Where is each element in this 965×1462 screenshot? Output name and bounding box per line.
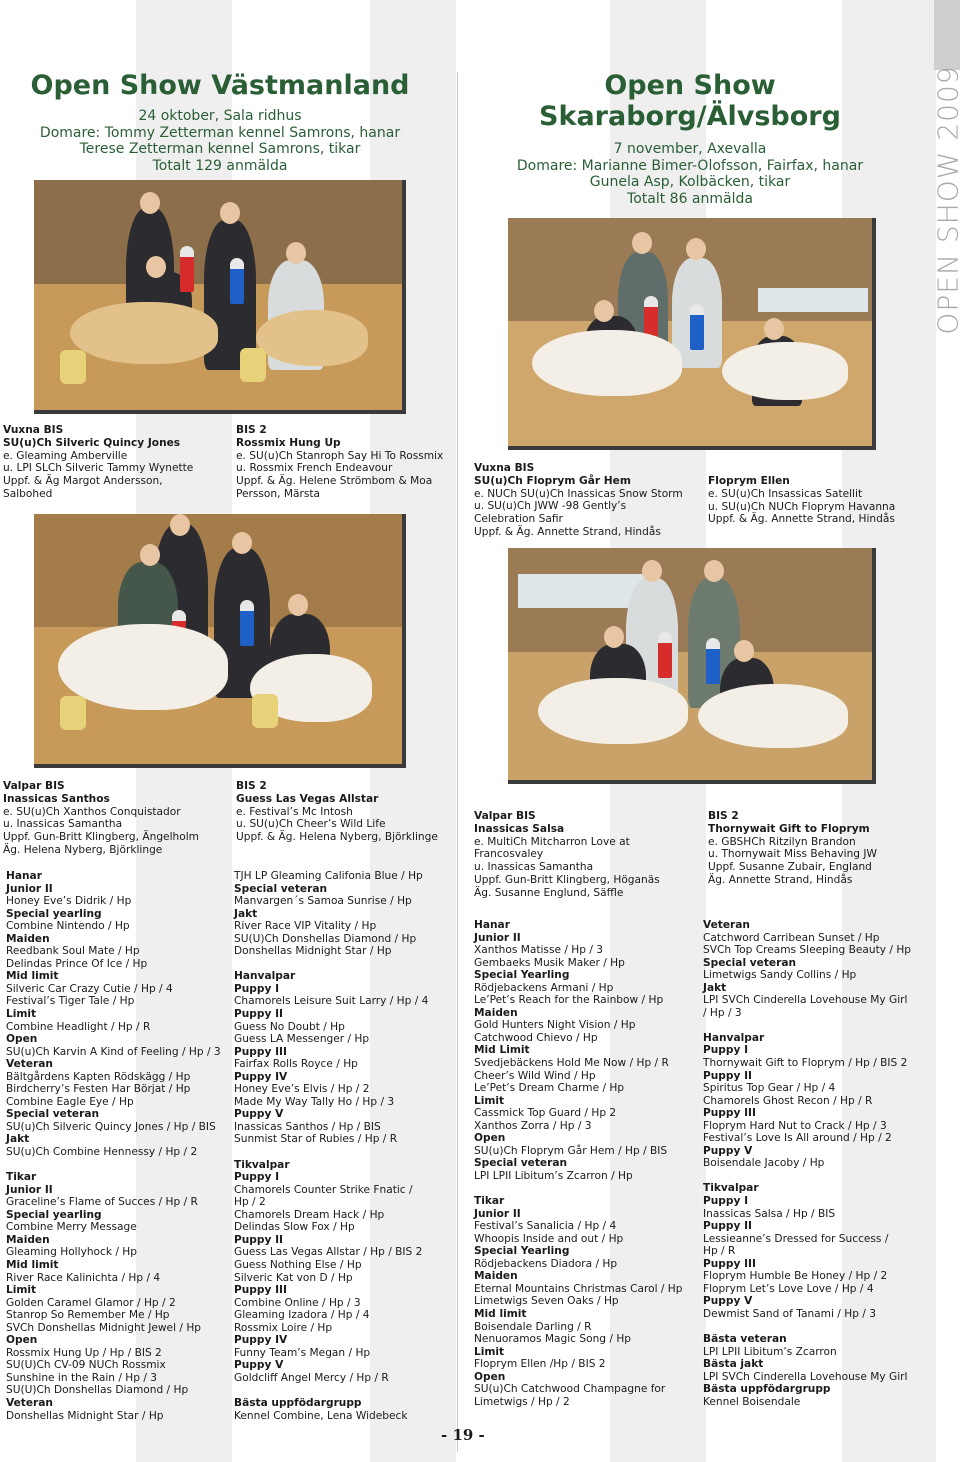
result-entry: Le’Pet’s Reach for the Rainbow / Hp: [474, 994, 664, 1007]
left-subtitle-total: Totalt 129 anmälda: [152, 157, 288, 174]
spacer: [703, 1170, 911, 1183]
caption-left-vuxna-bis: [3, 424, 193, 501]
caption-dam: u. Rossmix French Endeavour: [236, 462, 393, 475]
right-title-line1: Open Show: [604, 70, 776, 101]
results-left-column2: [234, 870, 428, 1422]
caption-heading: BIS 2: [708, 810, 739, 822]
class-heading: Puppy IV: [234, 1070, 288, 1083]
photo-skaraborg-adults: [508, 218, 876, 450]
caption-dog-name: Rossmix Hung Up: [236, 436, 341, 449]
left-subtitle-judge-males: Domare: Tommy Zetterman kennel Samrons, hanar: [39, 124, 401, 141]
class-heading: Puppy V: [234, 1108, 284, 1121]
caption-dog-name: Inassicas Santhos: [3, 792, 110, 805]
caption-heading: Vuxna BIS: [3, 424, 64, 436]
result-entry: Rossmix Loire / Hp: [234, 1321, 333, 1334]
class-heading: Tikar: [474, 1195, 505, 1208]
caption-breeder: Uppf. & Äg Margot Andersson,: [3, 475, 163, 488]
class-heading: Limit: [474, 1094, 505, 1107]
caption-location: Persson, Märsta: [236, 487, 321, 500]
result-entry: Kennel Boisendale: [703, 1395, 801, 1408]
left-title: Open Show Västmanland: [30, 70, 410, 101]
result-entry: Floprym Let’s Love Love / Hp / 4: [703, 1282, 874, 1295]
caption-dam: u. Inassicas Samantha: [474, 861, 594, 874]
class-heading: Puppy III: [234, 1045, 287, 1058]
results-left-column1: [6, 870, 221, 1422]
photo-vastmanland-puppies: [34, 514, 406, 768]
result-entry: Goldcliff Angel Mercy / Hp / R: [234, 1371, 389, 1384]
result-entry: SU(u)Ch Catchwood Champagne for: [474, 1383, 666, 1396]
result-entry: Festival’s Sanalicia / Hp / 4: [474, 1220, 617, 1233]
result-entry: Chamorels Leisure Suit Larry / Hp / 4: [234, 995, 429, 1008]
photo-skaraborg-puppies: [508, 548, 876, 784]
result-entry: Dewmist Sand of Tanami / Hp / 3: [703, 1307, 876, 1320]
class-heading: Puppy V: [703, 1295, 753, 1308]
left-subtitle-date: 24 oktober, Sala ridhus: [138, 108, 302, 124]
class-heading: Jakt: [234, 907, 258, 920]
result-entry: Limetwigs Seven Oaks / Hp: [474, 1295, 619, 1308]
result-entry: Spiritus Top Gear / Hp / 4: [703, 1082, 836, 1095]
caption-dam: u. SU(u)Ch Cheer’s Wild Life: [236, 818, 386, 831]
left-subtitle: [20, 108, 420, 174]
result-entry: Chamorels Counter Strike Fnatic /: [234, 1183, 413, 1196]
result-entry: Hp / R: [703, 1245, 736, 1258]
result-entry: Hp / 2: [234, 1196, 266, 1209]
result-entry: Sunmist Star of Rubies / Hp / R: [234, 1133, 398, 1146]
result-entry: LPI SVCh Cinderella Lovehouse My Girl: [703, 994, 908, 1007]
class-heading: Special yearling: [6, 907, 102, 920]
result-entry: Gleaming Izadora / Hp / 4: [234, 1309, 370, 1322]
result-entry: Guess Nothing Else / Hp: [234, 1258, 362, 1271]
photo-vastmanland-adults: [34, 180, 406, 414]
caption-heading: BIS 2: [236, 780, 267, 792]
right-subtitle-judge-females: Gunela Asp, Kolbäcken, tikar: [589, 174, 791, 190]
class-heading: Special Yearling: [474, 1245, 570, 1258]
result-entry: Festival’s Tiger Tale / Hp: [6, 995, 135, 1008]
caption-dam: u. Thornywait Miss Behaving JW: [708, 848, 877, 861]
result-entry: Limetwigs Sandy Collins / Hp: [703, 969, 857, 982]
result-entry: Combine Eagle Eye / Hp: [6, 1095, 134, 1108]
caption-sire: e. MultiCh Mitcharron Love at: [474, 835, 630, 848]
result-entry: Svedjebäckens Hold Me Now / Hp / R: [474, 1057, 669, 1070]
result-entry: SU(U)Ch Donshellas Diamond / Hp: [234, 932, 417, 945]
class-heading: Tikvalpar: [703, 1182, 759, 1195]
result-entry: LPI SVCh Cinderella Lovehouse My Girl: [703, 1370, 908, 1383]
result-entry: Gold Hunters Night Vision / Hp: [474, 1019, 636, 1032]
result-entry: Delindas Slow Fox / Hp: [234, 1221, 355, 1234]
class-heading: Junior II: [474, 931, 521, 944]
spacer: [474, 1182, 683, 1195]
page-number: - 19 -: [441, 1426, 485, 1444]
result-entry: Honey Eve’s Elvis / Hp / 2: [234, 1083, 370, 1096]
class-heading: Hanar: [474, 919, 510, 931]
caption-dog-name: Guess Las Vegas Allstar: [236, 792, 379, 805]
class-heading: Puppy I: [234, 1171, 280, 1184]
side-label: OPEN SHOW 2009: [931, 65, 965, 335]
caption-breeder: Uppf. Gun-Britt Klingberg, Höganäs: [474, 873, 660, 886]
class-heading: Limit: [6, 1284, 37, 1297]
result-entry: Floprym Hard Nut to Crack / Hp / 3: [703, 1119, 887, 1132]
class-heading: Special Yearling: [474, 969, 570, 982]
result-entry: SVCh Donshellas Midnight Jewel / Hp: [6, 1321, 202, 1334]
result-entry: Donshellas Midnight Star / Hp: [6, 1409, 164, 1422]
class-heading: Puppy III: [703, 1257, 756, 1270]
result-entry: Floprym Ellen /Hp / BIS 2: [474, 1358, 606, 1371]
caption-sire: e. SU(u)Ch Xanthos Conquistador: [3, 805, 181, 818]
result-entry: Lessieanne’s Dressed for Success /: [703, 1232, 889, 1245]
caption-dog-name: SU(u)Ch Silveric Quincy Jones: [3, 436, 181, 449]
caption-right-valpar-bis: [474, 810, 660, 900]
caption-breeder: Uppf. Gun-Britt Klingberg, Ängelholm: [3, 831, 199, 844]
spacer: [234, 1146, 428, 1159]
caption-dam: u. SU(u)Ch NUCh Floprym Havanna: [708, 500, 896, 513]
class-heading: Puppy V: [234, 1359, 284, 1372]
results-right-column2: [703, 919, 911, 1408]
result-entry: SU(U)Ch CV-09 NUCh Rossmix: [6, 1359, 166, 1372]
class-heading: Special veteran: [234, 882, 328, 895]
caption-sire-cont: Francosvaley: [474, 848, 544, 861]
result-entry: Xanthos Matisse / Hp / 3: [474, 944, 604, 957]
class-heading: Veteran: [6, 1058, 53, 1071]
result-entry: Kennel Combine, Lena Widebeck: [234, 1409, 408, 1422]
spacer: [6, 1159, 221, 1172]
class-heading: Limit: [474, 1345, 505, 1358]
result-entry: / Hp / 3: [703, 1006, 742, 1019]
class-heading: Mid limit: [6, 970, 59, 983]
class-heading: Jakt: [703, 981, 727, 994]
caption-sire: e. SU(u)Ch Stanroph Say Hi To Rossmix: [236, 449, 444, 462]
caption-sire: e. NUCh SU(u)Ch Inassicas Snow Storm: [474, 487, 683, 500]
caption-location: Salbohed: [3, 487, 53, 500]
caption-left-valpar-bis: [3, 780, 199, 857]
class-heading: Tikvalpar: [234, 1158, 290, 1171]
class-heading: Bästa uppfödargrupp: [234, 1396, 362, 1409]
left-subtitle-judge-females: Terese Zetterman kennel Samrons, tikar: [79, 141, 361, 157]
class-heading: Bästa jakt: [703, 1358, 764, 1371]
result-entry: Golden Caramel Glamor / Hp / 2: [6, 1296, 176, 1309]
result-entry: Silveric Kat von D / Hp: [234, 1271, 353, 1284]
result-entry: Festival’s Love Is All around / Hp / 2: [703, 1132, 892, 1145]
class-heading: Hanar: [6, 870, 42, 882]
caption-owner: Äg. Annette Strand, Hindås: [708, 873, 853, 886]
caption-heading: Valpar BIS: [3, 780, 65, 792]
class-heading: Open: [474, 1132, 506, 1145]
caption-dog-name: Floprym Ellen: [708, 475, 790, 487]
result-entry: Graceline’s Flame of Succes / Hp / R: [6, 1196, 198, 1209]
class-heading: Jakt: [6, 1133, 30, 1146]
class-heading: Mid limit: [474, 1307, 527, 1320]
caption-breeder: Uppf. & Äg. Annette Strand, Hindås: [708, 513, 895, 526]
result-entry: Xanthos Zorra / Hp / 3: [474, 1119, 592, 1132]
caption-breeder: Uppf. Susanne Zubair, England: [708, 861, 872, 874]
result-entry: SVCh Top Creams Sleeping Beauty / Hp: [703, 944, 912, 957]
result-entry: Fairfax Rolls Royce / Hp: [234, 1058, 358, 1071]
result-entry: Gembaeks Musik Maker / Hp: [474, 956, 625, 969]
class-heading: Puppy III: [234, 1284, 287, 1297]
result-entry: Guess No Doubt / Hp: [234, 1020, 345, 1033]
class-heading: Puppy III: [703, 1107, 756, 1120]
result-entry: Floprym Humble Be Honey / Hp / 2: [703, 1270, 888, 1283]
result-entry: Donshellas Midnight Star / Hp: [234, 945, 392, 958]
spacer: [703, 1321, 911, 1334]
class-heading: Puppy IV: [234, 1334, 288, 1347]
class-heading: Open: [474, 1370, 506, 1383]
column-divider: [457, 72, 458, 1452]
result-entry: Eternal Mountains Christmas Carol / Hp: [474, 1282, 683, 1295]
result-entry: Nenuoramos Magic Song / Hp: [474, 1333, 632, 1346]
class-heading: Limit: [6, 1008, 37, 1021]
class-heading: Maiden: [6, 1233, 50, 1246]
class-heading: Tikar: [6, 1171, 37, 1184]
caption-right-vuxna-bis: [474, 462, 683, 539]
result-entry: Delindas Prince Of Ice / Hp: [6, 957, 148, 970]
caption-left-bis2: [236, 424, 443, 501]
result-entry: Reedbank Soul Mate / Hp: [6, 945, 140, 958]
class-heading: Maiden: [474, 1006, 518, 1019]
result-entry: Bältgårdens Kapten Rödskägg / Hp: [6, 1070, 191, 1083]
class-heading: Open: [6, 1033, 38, 1046]
result-entry: Guess LA Messenger / Hp: [234, 1033, 370, 1046]
result-entry: Manvargen´s Samoa Sunrise / Hp: [234, 895, 412, 908]
class-heading: Hanvalpar: [703, 1031, 765, 1044]
result-entry: Rödjebackens Armani / Hp: [474, 981, 614, 994]
result-entry: River Race Kalinichta / Hp / 4: [6, 1271, 161, 1284]
result-entry: LPI LPII Libitum’s Zcarron: [703, 1345, 837, 1358]
caption-right-bis2-valp: [708, 810, 877, 887]
right-title: [490, 70, 890, 132]
result-entry: Inassicas Santhos / Hp / BIS: [234, 1120, 381, 1133]
caption-dam: u. SU(u)Ch JWW -98 Gently’s: [474, 500, 627, 513]
result-entry: Combine Nintendo / Hp: [6, 920, 130, 933]
result-entry: Limetwigs / Hp / 2: [474, 1395, 570, 1408]
class-heading: Puppy I: [703, 1195, 749, 1208]
class-heading: Hanvalpar: [234, 970, 296, 983]
class-heading: Special veteran: [6, 1108, 100, 1121]
caption-sire: e. SU(u)Ch Insassicas Satellit: [708, 487, 863, 500]
caption-dam: u. LPI SLCh Silveric Tammy Wynette: [3, 462, 194, 475]
right-subtitle: [470, 141, 910, 207]
result-entry: Rödjebackens Diadora / Hp: [474, 1257, 618, 1270]
right-subtitle-total: Totalt 86 anmälda: [627, 190, 753, 207]
class-heading: Puppy II: [703, 1220, 752, 1233]
result-entry: Stanrop So Remember Me / Hp: [6, 1309, 170, 1322]
caption-heading: Valpar BIS: [474, 810, 536, 822]
right-subtitle-date: 7 november, Axevalla: [613, 141, 767, 157]
class-heading: Puppy I: [703, 1044, 749, 1057]
class-heading: Junior II: [474, 1207, 521, 1220]
class-heading: Puppy V: [703, 1144, 753, 1157]
class-heading: Special veteran: [474, 1157, 568, 1170]
class-heading: Puppy I: [234, 982, 280, 995]
result-entry: SU(u)Ch Combine Hennessy / Hp / 2: [6, 1146, 198, 1159]
result-entry: Combine Online / Hp / 3: [234, 1296, 361, 1309]
caption-left-bis2-valp: [236, 780, 438, 844]
caption-breeder: Uppf. & Äg. Helene Strömbom & Moa: [236, 475, 433, 488]
result-entry: River Race VIP Vitality / Hp: [234, 920, 377, 933]
class-heading: Maiden: [474, 1270, 518, 1283]
class-heading: Special veteran: [703, 956, 797, 969]
result-entry: Catchword Carribean Sunset / Hp: [703, 931, 880, 944]
caption-owner: Äg. Susanne Englund, Säffle: [474, 886, 624, 899]
result-entry: SU(U)Ch Donshellas Diamond / Hp: [6, 1384, 189, 1397]
right-title-line2: Skaraborg/Älvsborg: [539, 101, 841, 133]
result-entry: Made My Way Tally Ho / Hp / 3: [234, 1095, 395, 1108]
result-entry: SU(u)Ch Floprym Går Hem / Hp / BIS: [474, 1144, 668, 1157]
class-heading: Veteran: [6, 1396, 53, 1409]
class-heading: Puppy II: [234, 1008, 283, 1021]
result-entry: Boisendale Jacoby / Hp: [703, 1157, 825, 1170]
caption-sire: e. Festival’s Mc Intosh: [236, 805, 353, 818]
result-entry: Birdcherry’s Festen Har Börjat / Hp: [6, 1083, 191, 1096]
result-entry: Rossmix Hung Up / Hp / BIS 2: [6, 1346, 162, 1359]
result-entry: Catchwood Chievo / Hp: [474, 1031, 598, 1044]
result-entry: Combine Headlight / Hp / R: [6, 1020, 151, 1033]
corner-tab: [934, 0, 960, 70]
result-entry: Chamorels Dream Hack / Hp: [234, 1208, 385, 1221]
result-entry: Gleaming Hollyhock / Hp: [6, 1246, 137, 1259]
caption-sire: e. Gleaming Amberville: [3, 449, 128, 462]
result-entry: TJH LP Gleaming Califonia Blue / Hp: [234, 870, 423, 882]
class-heading: Puppy II: [234, 1233, 283, 1246]
result-entry: Whoopis Inside and out / Hp: [474, 1232, 624, 1245]
caption-heading: BIS 2: [236, 424, 267, 436]
right-subtitle-judge-males: Domare: Marianne Bimer-Olofsson, Fairfax, hanar: [516, 157, 864, 174]
class-heading: Veteran: [703, 919, 750, 931]
result-entry: Cassmick Top Guard / Hp 2: [474, 1107, 617, 1120]
spacer: [234, 1384, 428, 1397]
class-heading: Junior II: [6, 1183, 53, 1196]
result-entry: Thornywait Gift to Floprym / Hp / BIS 2: [703, 1057, 908, 1070]
class-heading: Puppy II: [703, 1069, 752, 1082]
caption-breeder: Uppf. & Äg. Helena Nyberg, Björklinge: [236, 831, 438, 844]
class-heading: Mid Limit: [474, 1044, 530, 1057]
caption-dog-name: Thornywait Gift to Floprym: [708, 822, 870, 835]
result-entry: Inassicas Salsa / Hp / BIS: [703, 1207, 836, 1220]
spacer: [234, 958, 428, 971]
class-heading: Junior II: [6, 882, 53, 895]
result-entry: Cheer’s Wild Wind / Hp: [474, 1069, 596, 1082]
spacer: [703, 1019, 911, 1032]
result-entry: LPI LPII Libitum’s Zcarron / Hp: [474, 1169, 633, 1182]
caption-dam-cont: Celebration Safir: [474, 513, 563, 526]
result-entry: Silveric Car Crazy Cutie / Hp / 4: [6, 982, 173, 995]
caption-sire: e. GBSHCh Ritzilyn Brandon: [708, 835, 856, 848]
result-entry: Funny Team’s Megan / Hp: [234, 1346, 371, 1359]
results-right-column1: [474, 919, 683, 1408]
caption-right-floprym-ellen: [708, 475, 895, 526]
result-entry: Le’Pet’s Dream Charme / Hp: [474, 1082, 625, 1095]
class-heading: Maiden: [6, 932, 50, 945]
class-heading: Open: [6, 1334, 38, 1347]
class-heading: Bästa veteran: [703, 1333, 787, 1346]
caption-owner: Äg. Helena Nyberg, Björklinge: [3, 843, 163, 856]
result-entry: Sunshine in the Rain / Hp / 3: [6, 1371, 158, 1384]
result-entry: Guess Las Vegas Allstar / Hp / BIS 2: [234, 1246, 423, 1259]
class-heading: Bästa uppfödargrupp: [703, 1383, 831, 1396]
caption-heading: Vuxna BIS: [474, 462, 535, 474]
class-heading: Mid limit: [6, 1258, 59, 1271]
caption-dog-name: Inassicas Salsa: [474, 822, 565, 835]
caption-dog-name: SU(u)Ch Floprym Går Hem: [474, 474, 631, 487]
result-entry: SU(u)Ch Karvin A Kind of Feeling / Hp / 3: [6, 1045, 221, 1058]
result-entry: Chamorels Ghost Recon / Hp / R: [703, 1094, 873, 1107]
result-entry: SU(u)Ch Silveric Quincy Jones / Hp / BIS: [6, 1120, 216, 1133]
class-heading: Special yearling: [6, 1208, 102, 1221]
result-entry: Combine Merry Message: [6, 1221, 137, 1234]
caption-breeder: Uppf. & Äg. Annette Strand, Hindås: [474, 525, 661, 538]
result-entry: Honey Eve’s Didrik / Hp: [6, 895, 132, 908]
result-entry: Boisendale Darling / R: [474, 1320, 592, 1333]
caption-dam: u. Inassicas Samantha: [3, 818, 123, 831]
